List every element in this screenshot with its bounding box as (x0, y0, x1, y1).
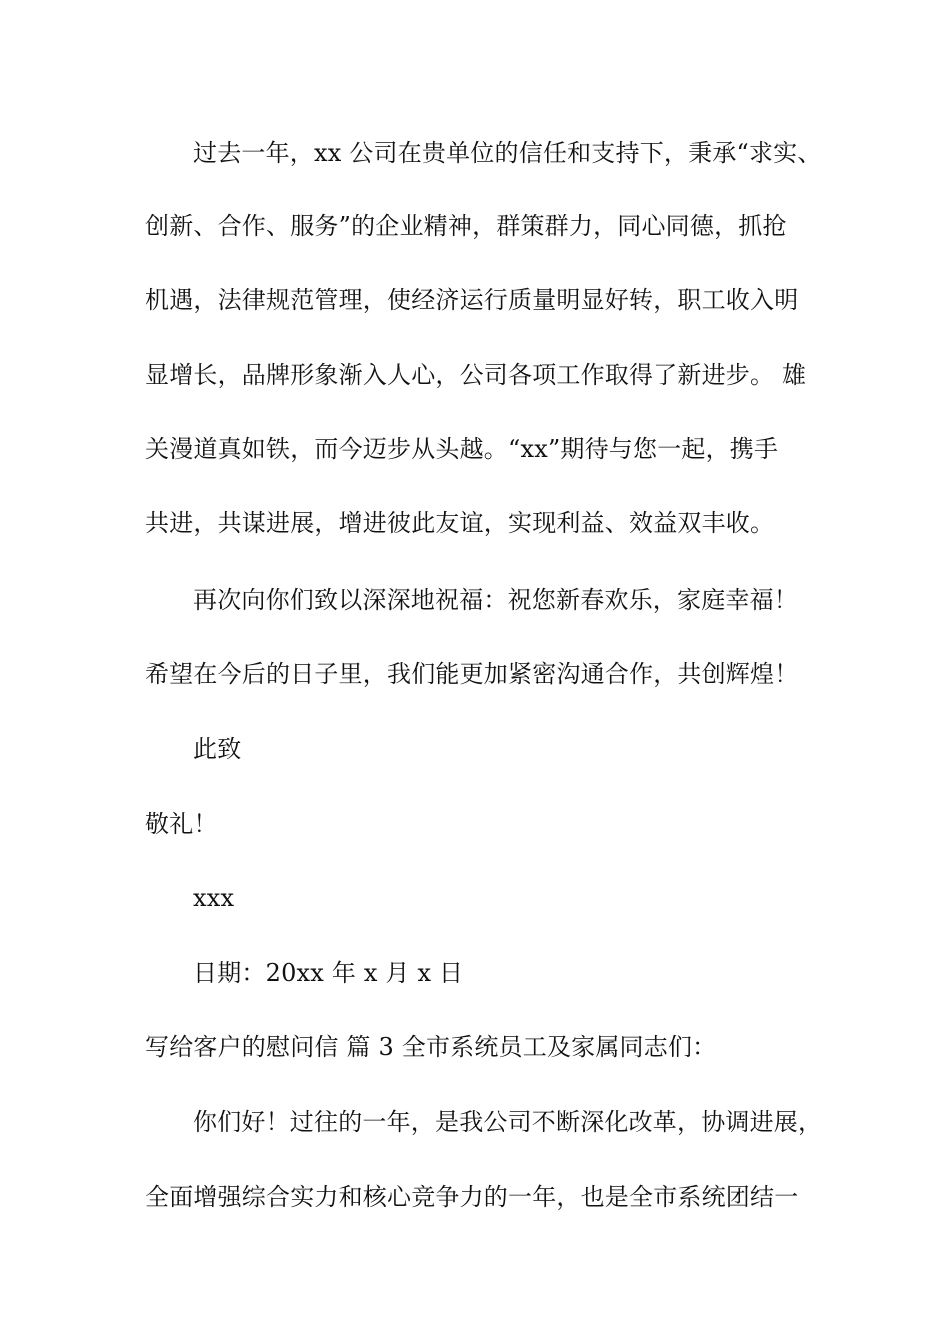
paragraph-line-1: 过去一年，xx 公司在贵单位的信任和支持下，秉承“求实、 (193, 139, 822, 167)
paragraph-line-14: 你们好！过往的一年，是我公司不断深化改革，协调进展， (193, 1108, 823, 1136)
closing-jing-li: 敬礼！ (145, 810, 218, 838)
signature-date: 日期：20xx 年 x 月 x 日 (193, 959, 464, 987)
closing-ci-zhi: 此致 (193, 735, 242, 763)
paragraph-line-4: 显增长，品牌形象渐入人心，公司各项工作取得了新进步。 雄 (145, 361, 807, 389)
paragraph-line-7: 再次向你们致以深深地祝福：祝您新春欢乐，家庭幸福！ (193, 586, 798, 614)
paragraph-line-15: 全面增强综合实力和核心竞争力的一年，也是全市系统团结一 (145, 1183, 799, 1211)
section-heading-line: 写给客户的慰问信 篇 3 全市系统员工及家属同志们： (145, 1033, 717, 1061)
paragraph-line-6: 共进，共谋进展，增进彼此友谊，实现利益、效益双丰收。 (145, 509, 775, 537)
paragraph-line-3: 机遇，法律规范管理，使经济运行质量明显好转，职工收入明 (145, 286, 799, 314)
paragraph-line-2: 创新、合作、服务”的企业精神，群策群力，同心同德，抓抢 (145, 212, 787, 240)
paragraph-line-8: 希望在今后的日子里，我们能更加紧密沟通合作，共创辉煌！ (145, 660, 799, 688)
paragraph-line-5: 关漫道真如铁，而今迈步从头越。“xx”期待与您一起，携手 (145, 435, 779, 463)
signature-name: xxx (193, 884, 235, 912)
